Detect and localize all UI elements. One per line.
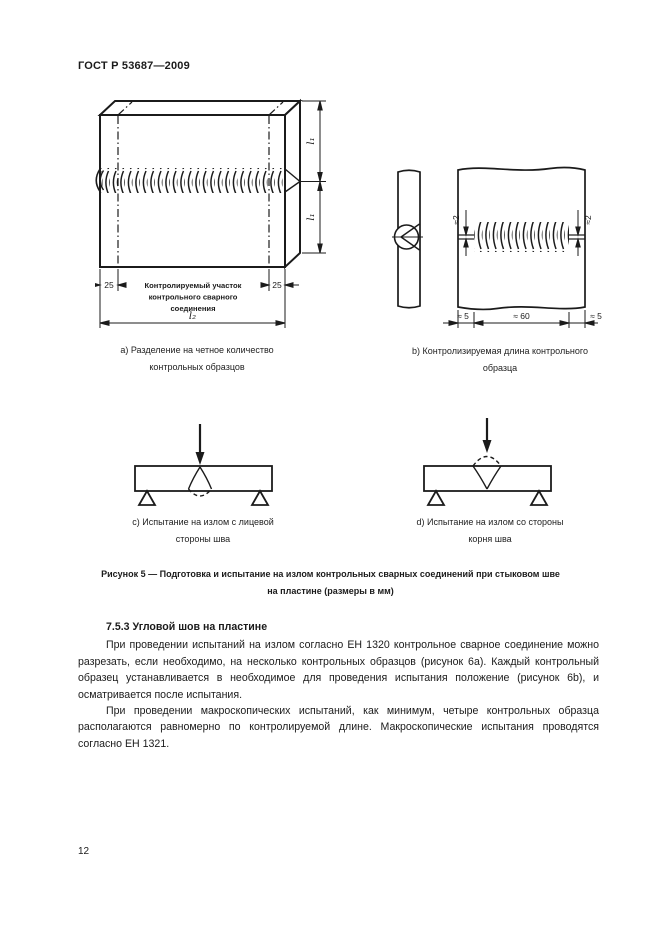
test-beam: [135, 466, 272, 491]
dim-notch-right-label: ≈2: [583, 215, 593, 225]
dim-notch-left-label: ≈2: [451, 215, 461, 225]
section-paragraph-1: При проведении испытаний на излом согласно ЕН 1320 контрольное сварное соединение можно разрезать, если необходимо, на несколько контрольных образцов (рисунок 6а). Каждый контрольный образец устанавливается в необходимое для проведения испытания положение (рисунок 6b), и осматривается после испытания.: [78, 639, 599, 701]
controlled-zone-label: [145, 281, 242, 313]
supports: [139, 491, 268, 505]
supports: [428, 491, 547, 505]
zone-label-line3: соединения: [170, 304, 216, 313]
section-7-5-3: [78, 619, 599, 752]
figure-b-specimen-diagram: [385, 160, 620, 338]
weld-seam-a: [96, 168, 300, 193]
dimension-l2-label: l₂: [188, 311, 197, 322]
caption-b-line2: образца: [482, 362, 518, 373]
caption-c-line1: c) Испытание на излом с лицевой: [132, 517, 274, 527]
figure5-caption: [60, 566, 601, 600]
weld-crown-dashed: [473, 457, 501, 467]
dim-edge-left-label: ≈ 5: [457, 311, 469, 321]
weld-seam-b: [474, 222, 569, 252]
caption-c-line2: стороны шва: [175, 533, 231, 544]
specimen-edge-view: [392, 170, 423, 308]
caption-d: [405, 514, 575, 547]
figure5-caption-line1: Рисунок 5 — Подготовка и испытание на излом контрольных сварных соединений при стыковом шве: [101, 569, 560, 579]
caption-d-line2: корня шва: [468, 533, 512, 544]
caption-d-line1: d) Испытание на излом со стороны: [416, 517, 564, 527]
standard-header: ГОСТ Р 53687—2009: [78, 60, 190, 72]
dimension-l1-upper-label: l₁: [306, 137, 317, 145]
dimension-l1: [301, 101, 326, 253]
dim-middle-label: ≈ 60: [513, 311, 530, 321]
zone-label-line2: контрольного сварного: [148, 292, 238, 302]
caption-a-line2: контрольных образцов: [149, 361, 245, 372]
figure-d-bend-test: [407, 416, 572, 511]
page-number: 12: [78, 846, 90, 857]
dim-edge-right-label: ≈ 5: [590, 311, 602, 321]
caption-b-line1: b) Контролизируемая длина контрольного: [412, 346, 588, 356]
caption-a-line1: a) Разделение на четное количество: [120, 345, 274, 355]
section-paragraph-2: При проведении макроскопических испытаний, как минимум, четыре контрольных образца располагаются равномерно по контролируемой длине. Макроскопические испытания проводятся согласно ЕН 1321.: [78, 705, 599, 750]
figure-a-plate-diagram: [95, 95, 335, 345]
dim-25-left: 25: [104, 280, 114, 291]
caption-c: [118, 514, 288, 547]
caption-b: [385, 343, 615, 376]
zone-label-line1: Контролируемый участок: [144, 281, 242, 290]
load-arrow: [196, 424, 205, 465]
dimension-l1-lower-label: l₁: [306, 213, 317, 221]
dim-25-right: 25: [272, 280, 282, 291]
figure5-caption-line2: на пластине (размеры в мм): [267, 586, 394, 596]
section-heading: 7.5.3 Угловой шов на пластине: [106, 621, 268, 633]
specimen-face-view: [458, 168, 585, 310]
figure-c-bend-test: [120, 416, 285, 511]
caption-a: [87, 342, 307, 375]
load-arrow: [483, 418, 492, 453]
